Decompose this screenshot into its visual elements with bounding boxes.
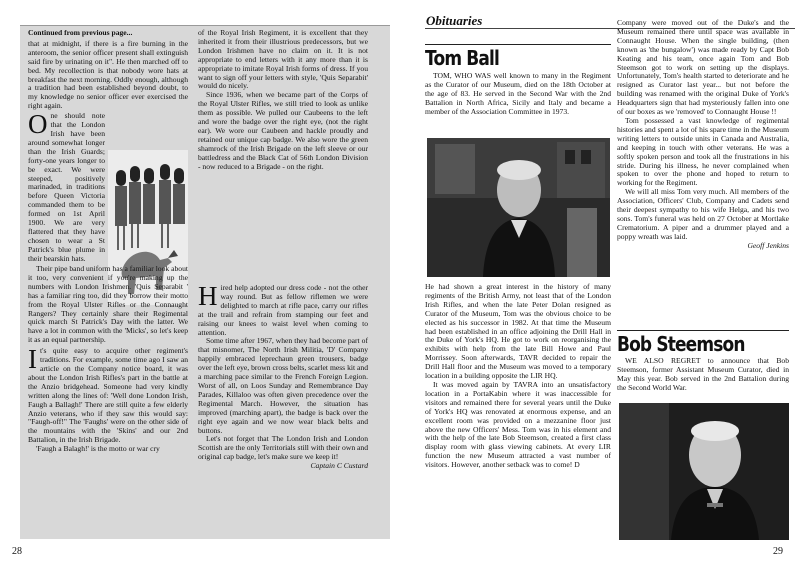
paragraph: Some time after 1967, when they had become part of that misnomer, The North Irish Militia, 'D' Company happily embraced leprechaun green trousers, badge over the left eye, brown cross belts, scarlet mess kit and a marching pace similar to the French Foreign Legion. Worst of all, on Loos Sunday and Remembrance Day Parades, Killaloo was often given precedence over the Regimental March. However, the situation has improved (marching apart), the badge is back over the right eye again and we now wear black belts and buttons. [198, 336, 368, 435]
page-number: 29 [773, 546, 783, 557]
paragraph-text: Let's not forget that The London Irish and London Scottish are the only Territorials still with their own and original cap badge, let's make sure we keep it! [198, 434, 368, 462]
author-signature: Captain C Custard [310, 461, 368, 471]
paragraph [198, 434, 368, 471]
portrait-photo-icon [619, 403, 789, 540]
paragraph-text: Since 1936, when we became part of the Corps of the Royal Ulster Rifles, we still tried to look as unlike them as possible. We pulled our Caubeens to the left and wore the badge over the right eye, (not the right ear). We wore our Caubeen and hackle proudly and retained our unique cap badge. We also wore the green shamrock of the Irish Brigade on the left sleeve or our battledress and the Black Cat of 56th London Division - now reduced to a Brigade - on the right. [198, 90, 368, 171]
paragraph: Company were moved out of the Duke's and the Museum remained there until space was available in Connaught House. When the single building, (then known as 'the bungalow') was made ready by Capt Bob Keating and his team, once again Tom and Bob Steemson got to work on setting up the displays. Unfortunately, Tom's health started to deteriorate and he resigned as Curator last year... but not before the building was renamed with the original Duke of York's Headquarters sign that had mysteriously fallen into one of our boxes as we 'removed' to Connaught House !! [617, 18, 789, 117]
left-column-2-bottom [198, 281, 368, 471]
paragraph-drop [198, 281, 368, 337]
paragraph: WE ALSO REGRET to announce that Bob Steemson, former Assistant Museum Curator, died in May this year. Bob served in the 2nd Battalion during the Second World War. [617, 356, 789, 392]
bob-steemson-photo [619, 403, 789, 540]
paragraph [28, 265, 188, 345]
paragraph-drop [28, 344, 188, 445]
tom-ball-photo [427, 138, 610, 277]
portrait-photo-icon [427, 138, 610, 277]
obituary-body-col1 [425, 283, 611, 470]
author-signature: Geoff Jenkins [747, 240, 789, 250]
paragraph: It was moved again by TAVRA into an unsatisfactory location in a PortaKabin where it was inaccessible for visitors and remained there for several years until the Duke of York's HQ was renovated at enormous expense, and an excellent room was provided on a mezzanine floor just above the new Officers' Mess. Tom was in his element and with the help of the late Bob Steemson, created a first class display room with glass viewing cabinets. At every LIR function the new Museum attracted a vast number of visitors. However, another setback was to come! D [425, 379, 611, 470]
drop-cap: O [28, 109, 48, 140]
page-number: 28 [12, 546, 22, 557]
paragraph-text: Their pipe band uniform has a familiar look about it too, very convenient if you're making up the numbers with London Irishmen. 'Quis Separabit ' has a familiar ring too, did they borrow their motto from the Royal Ulster Rifles or the Connaught Rangers? They certainly share their Regimental quick march St Patrick's Day with the latter. We have a lot in common with the 'Micks', so let's keep it as an equal partnership. [28, 264, 188, 345]
paragraph: 'Faugh a Balagh!' is the motto or war cry [36, 444, 160, 454]
obituary-heading: Tom Ball [425, 46, 499, 70]
paragraph [198, 91, 368, 171]
section-title: Obituaries [426, 13, 483, 28]
paragraph: that at midnight, if there is a fire burning in the anteroom, the senior officer present shall extinguish said fire by urinating on it". He then marched off to bed. My recollection is that nobody wore hats at breakfast the next morning. Oddly enough, although a tradition had been established beyond doubt, to my knowledge no senior officer ever exercised the right again. [28, 38, 188, 111]
continued-label: Continued from previous page... [28, 28, 133, 37]
left-column-1-bottom [28, 265, 188, 454]
paragraph: He had shown a great interest in the history of many regiments of the British Army, not least that of the London Irish Rifles, and when the late Peter Dolan resigned as Curator of the Museum, Tom was the obvious choice to be elected as his successor in 1982. At that time the Museum had been established in an office adjoining the Drill Hall in the Duke of York's HQ. He got to work on reorganising the exhibits with help from the late Bill Howe and Paul Morrissey. Soon afterwards, TAVR decided to repair the Drill Hall floor and the Museum was moved to a temporary location in a building opposite the LIR HQ. [425, 282, 611, 381]
right-page [403, 0, 806, 567]
paragraph-text: t's quite easy to acquire other regiment's traditions. For example, some time ago I saw an article on the Company notice board, it was about the London Irish Rifles's part in the battle at the Anzio bridgehead. Someone had very kindly written along the lines of: 'Well done London Irish, Faugh a Ballagh!' There are still quite a few elderly Anzio veterans, who if they saw this would say: "Faugh-off!" The 'Faughs' were on the other side of the mountains with the 'Skins' and our 2nd Battalion, in the Irish Brigade. [28, 346, 188, 445]
obituary-text [617, 357, 789, 393]
obituary-body-col2 [617, 19, 789, 251]
paragraph: We will all miss Tom very much. All members of the Association, Officers' Club, Company and Cadets send their deepest sympathy to his wife Helga, and his two sons. Tom's funeral was held on 27 October at Mortlake Crematorium. A piper and a drummer played and a poppy wreath was laid. [617, 187, 789, 241]
heading-rule [617, 330, 789, 331]
heading-rule [425, 44, 611, 45]
obituary-heading: Bob Steemson [617, 332, 745, 356]
obituary-intro [425, 72, 611, 117]
drop-cap: H [198, 281, 218, 311]
paragraph-text: ne should note that the London Irish have been around somewhat longer than the Irish Guards; forty-one years longer to be exact. We were steeped, positively marinaded, in traditions before Queen Victoria commanded them to be formed on 1st April 1900. We are very flattered that they have chosen to wear a St Patrick's blue plume in their bearskin hats. [28, 111, 105, 263]
paragraph: Tom possessed a vast knowledge of regimental histories and spent a lot of his spare time in the Museum writing letters to outside units in Canada and Australia, and keeping in touch with other veterans. He was a softly spoken person and took all the frustrations in his stride. During his illness, he never complained when spoken to over the phone and hoped to return to working for the Regiment. [617, 115, 789, 188]
paragraph-text: ired help adopted our dress code - not the other way round. But as fellow riflemen we were delighted to march at rifle pace, carry our rifles at the trail and refrain from stamping our feet and raising our knees to waist level when coming to attention. [198, 283, 368, 337]
left-column-2 [198, 29, 368, 172]
drop-cap: I [28, 344, 37, 375]
paragraph: TOM, WHO WAS well known to many in the Regiment as the Curator of our Museum, died on the 18th October at the age of 83. He served in the Second War with the 2nd Battalion in North Africa, Sicily and Italy and became a member of the Association Committee in 1973. [425, 71, 611, 116]
paragraph: of the Royal Irish Regiment, it is excellent that they inherited it from their illustrious predecessors, but we London Irishmen have no claim on it. It is not appropriate to end letters with it any more than it is appropriate to imitate Royal Irish forms of dress. If you want to sign off your letters with style, 'Quis Separabit' would do nicely. [198, 28, 368, 91]
